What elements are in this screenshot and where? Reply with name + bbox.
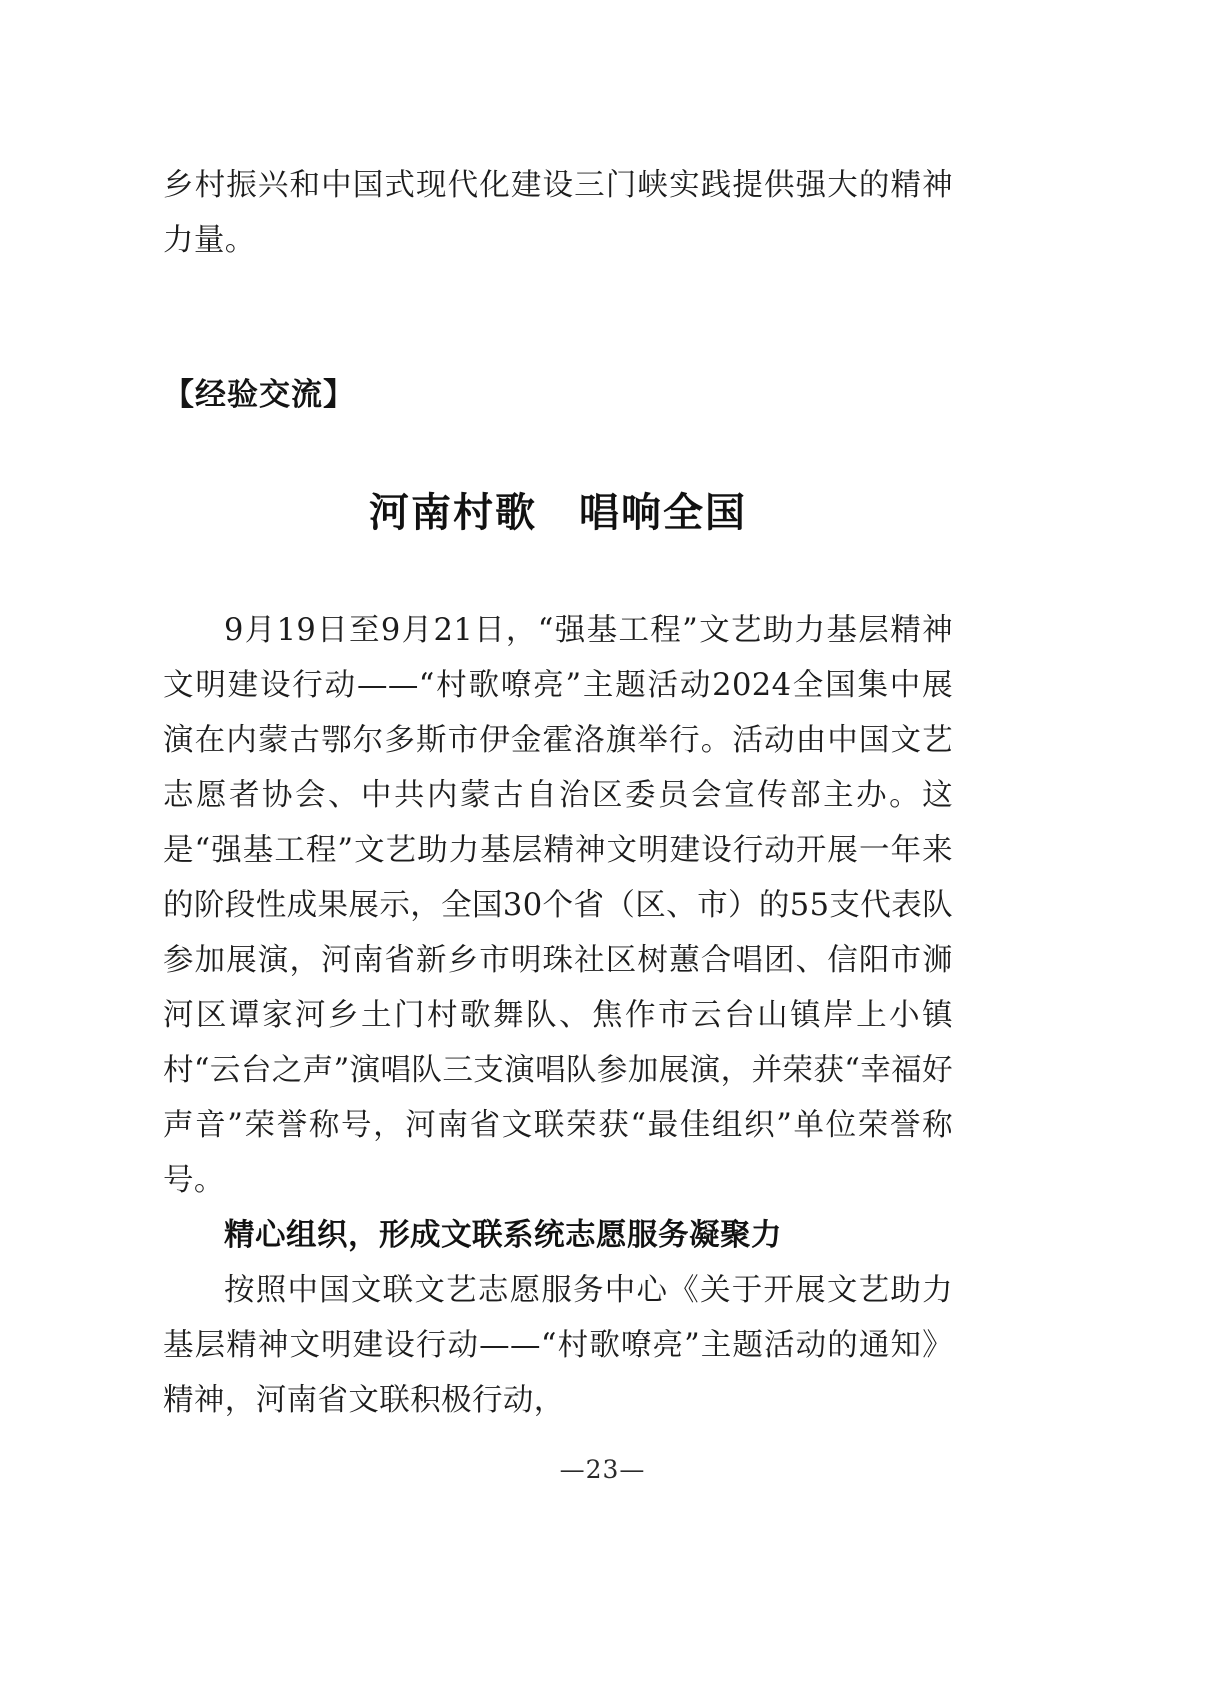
body-paragraph-1: 9月19日至9月21日，“强基工程”文艺助力基层精神文明建设行动——“村歌嘹亮”主题活动2024全国集中展演在内蒙古鄂尔多斯市伊金霍洛旗举行。活动由中国文艺志愿者协会、中共内蒙古自治区委员会宣传部主办。这是“强基工程”文艺助力基层精神文明建设行动开展一年来的阶段性成果展示，全国30个省（区、市）的55支代表队参加展演，河南省新乡市明珠社区树蕙合唱团、信阳市浉河区谭家河乡土门村歌舞队、焦作市云台山镇岸上小镇村“云台之声”演唱队三支演唱队参加展演，并荣获“幸福好声音”荣誉称号，河南省文联荣获“最佳组织”单位荣誉称号。 [163, 613, 953, 1198]
continued-paragraph: 乡村振兴和中国式现代化建设三门峡实践提供强大的精神力量。 [163, 168, 953, 258]
document-content-column [163, 0, 953, 1428]
article-title: 河南村歌 唱响全国 [369, 489, 747, 536]
page-number: —23— [559, 1455, 646, 1484]
body-paragraph-2: 按照中国文联文艺志愿服务中心《关于开展文艺助力基层精神文明建设行动——“村歌嘹亮”主题活动的通知》精神，河南省文联积极行动， [163, 1273, 953, 1418]
section-label: 【经验交流】 [163, 377, 355, 413]
sub-heading: 精心组织，形成文联系统志愿服务凝聚力 [224, 1218, 782, 1253]
